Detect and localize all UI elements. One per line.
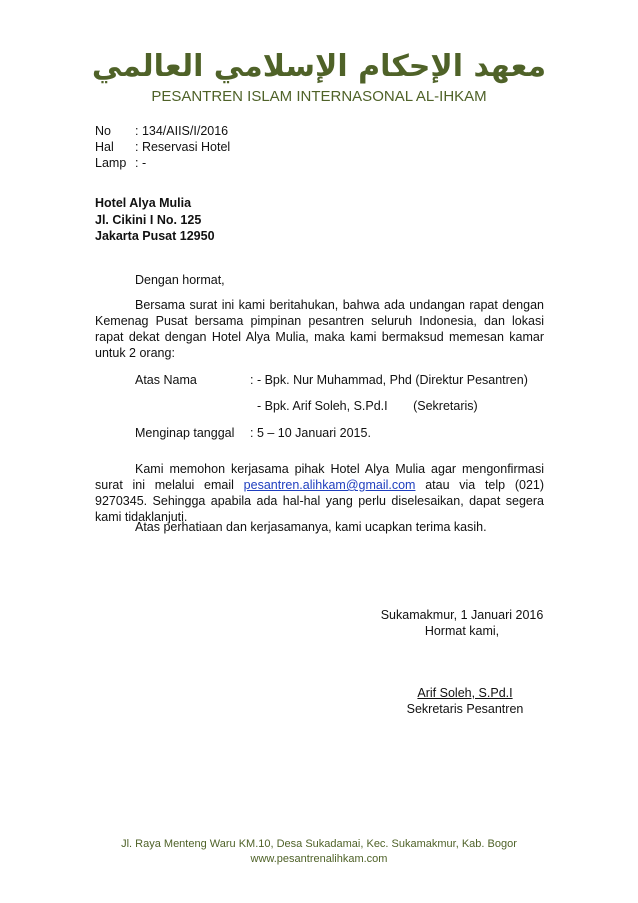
recipient-name: Hotel Alya Mulia [95,196,192,210]
letterhead-arabic-title: معهد الإحكام الإسلامي العالمي [91,49,547,84]
atas-nama-label: Atas Nama [135,373,197,387]
footer-address: Jl. Raya Menteng Waru KM.10, Desa Sukadamai, Kec. Sukamakmur, Kab. Bogor [121,838,517,850]
paragraph-confirmation [95,461,544,525]
letter-meta [95,123,230,171]
menginap-value: : 5 – 10 Januari 2015. [250,426,371,440]
signatory-title: Sekretaris Pesantren [406,702,524,716]
email-link[interactable]: pesantren.alihkam@gmail.com [243,478,416,492]
footer-website: www.pesantrenalihkam.com [250,853,388,865]
meta-no-row [95,123,230,139]
footer [0,837,638,867]
meta-hal-value: : Reservasi Hotel [135,140,231,154]
paragraph-confirmation-start: Kami memohon kerjasama pihak Hotel Alya Mulia agar mengonfirmasi surat ini melalui email [95,462,544,492]
paragraph-invitation: Bersama surat ini kami beritahukan, bahwa ada undangan rapat dengan Kemenag Pusat bersama pimpinan pesantren seluruh Indonesia, dan lokasi rapat dekat dengan Hotel Alya Mulia, maka kami bermaksud memesan kamar untuk 2 orang: [95,298,544,360]
meta-lamp-label: Lamp [95,156,127,170]
salutation: Hormat kami, [424,624,500,638]
letterhead-latin-title: PESANTREN ISLAM INTERNASONAL AL-IHKAM [151,88,487,105]
guest-row-2 [257,398,478,414]
meta-no-label: No [95,124,111,138]
meta-lamp-row [95,155,230,171]
signatory-name [365,685,565,701]
menginap-label: Menginap tanggal [135,426,235,440]
guest-2-name: - Bpk. Arif Soleh, S.Pd.I [257,399,388,413]
place-date: Sukamakmur, 1 Januari 2016 [380,608,544,622]
meta-hal-label: Hal [95,140,114,154]
paragraph-confirmation-end: atau via telp (021) 9270345. Sehingga apabila ada hal-hal yang perlu diselesaikan, dapat segera kami tidaklanjuti. [95,478,545,524]
meta-lamp-value: : - [135,156,147,170]
closing-sentence: Atas perhatiaan dan kerjasamanya, kami ucapkan terima kasih. [135,520,487,534]
guest-row-1 [135,372,528,388]
meta-no-value: : 134/AIIS/I/2016 [135,124,229,138]
signatory-name-text: Arif Soleh, S.Pd.I [417,686,513,700]
greeting: Dengan hormat, [135,273,225,287]
guest-2-role: (Sekretaris) [413,399,478,413]
recipient-address [95,195,215,245]
recipient-street: Jl. Cikini I No. 125 [95,212,202,227]
stay-dates-row [135,425,371,441]
recipient-city: Jakarta Pusat 12950 [95,229,215,243]
meta-hal-row [95,139,230,155]
guest-1: : - Bpk. Nur Muhammad, Phd (Direktur Pesantren) [250,373,528,387]
